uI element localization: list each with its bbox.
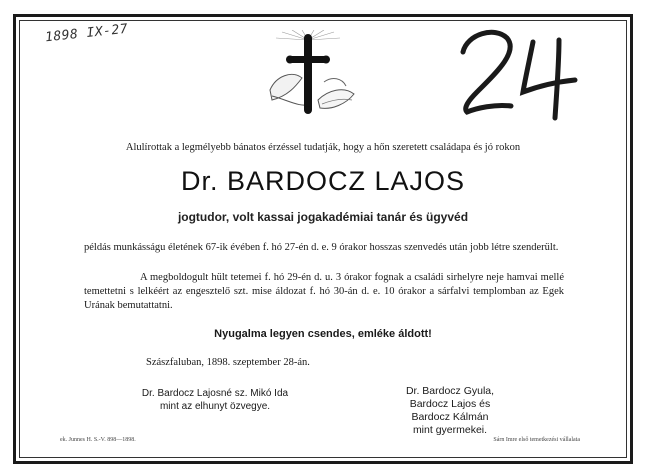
- cross-icon: [262, 30, 362, 122]
- child-name-3: Bardocz Kálmán: [411, 411, 489, 423]
- widow-signature: [100, 387, 330, 413]
- handwritten-number-graphic: [455, 22, 595, 122]
- children-role: mint gyermekei.: [412, 424, 488, 436]
- children-signature: [380, 385, 520, 437]
- cross-with-lily-emblem: [262, 30, 362, 122]
- blessing-text: Nyugalma legyen csendes, emléke áldott!: [214, 328, 432, 340]
- death-paragraph: példás munkásságu életének 67-ik évében f. hó 27-én d. e. 9 órakor hosszas szenvedés után jobb létre szenderült.: [84, 242, 559, 253]
- handwritten-number: [455, 22, 595, 127]
- printer-footer-left: ek. Junnes H. S.-V. 898—1898.: [60, 437, 136, 443]
- deceased-title: jogtudor, volt kassai jogakadémiai tanár és ügyvéd: [177, 210, 469, 224]
- child-name-2: Bardocz Lajos és: [409, 398, 491, 410]
- printer-footer: [60, 437, 580, 443]
- deceased-name: Dr. BARDOCZ LAJOS: [180, 166, 466, 196]
- handwritten-date: 1898 IX-27: [44, 21, 129, 46]
- child-name-1: Dr. Bardocz Gyula,: [405, 385, 495, 397]
- widow-name: Dr. Bardocz Lajosné sz. Mikó Ida: [141, 388, 289, 399]
- widow-role: mint az elhunyt özvegye.: [159, 401, 271, 412]
- printer-footer-right: Sárn Imre első temetkezési vállalata: [493, 437, 580, 443]
- intro-text: Alulírottak a legmélyebb bánatos érzéssel tudatják, hogy a hőn szeretett családapa és jó rokon: [125, 142, 521, 153]
- place-and-date: Szászfaluban, 1898. szeptember 28-án.: [146, 357, 310, 368]
- funeral-paragraph: A megboldogult hült tetemei f. hó 29-én d. u. 3 órakor fognak a családi sirhelyre neje hamvai mellé temettetni s lelkéért az engesztelő szt. mise áldozat f. hó 30-án d. e. 10 órakor a sárfalvi templomban az Egek Urának bemutattatni.: [84, 272, 564, 311]
